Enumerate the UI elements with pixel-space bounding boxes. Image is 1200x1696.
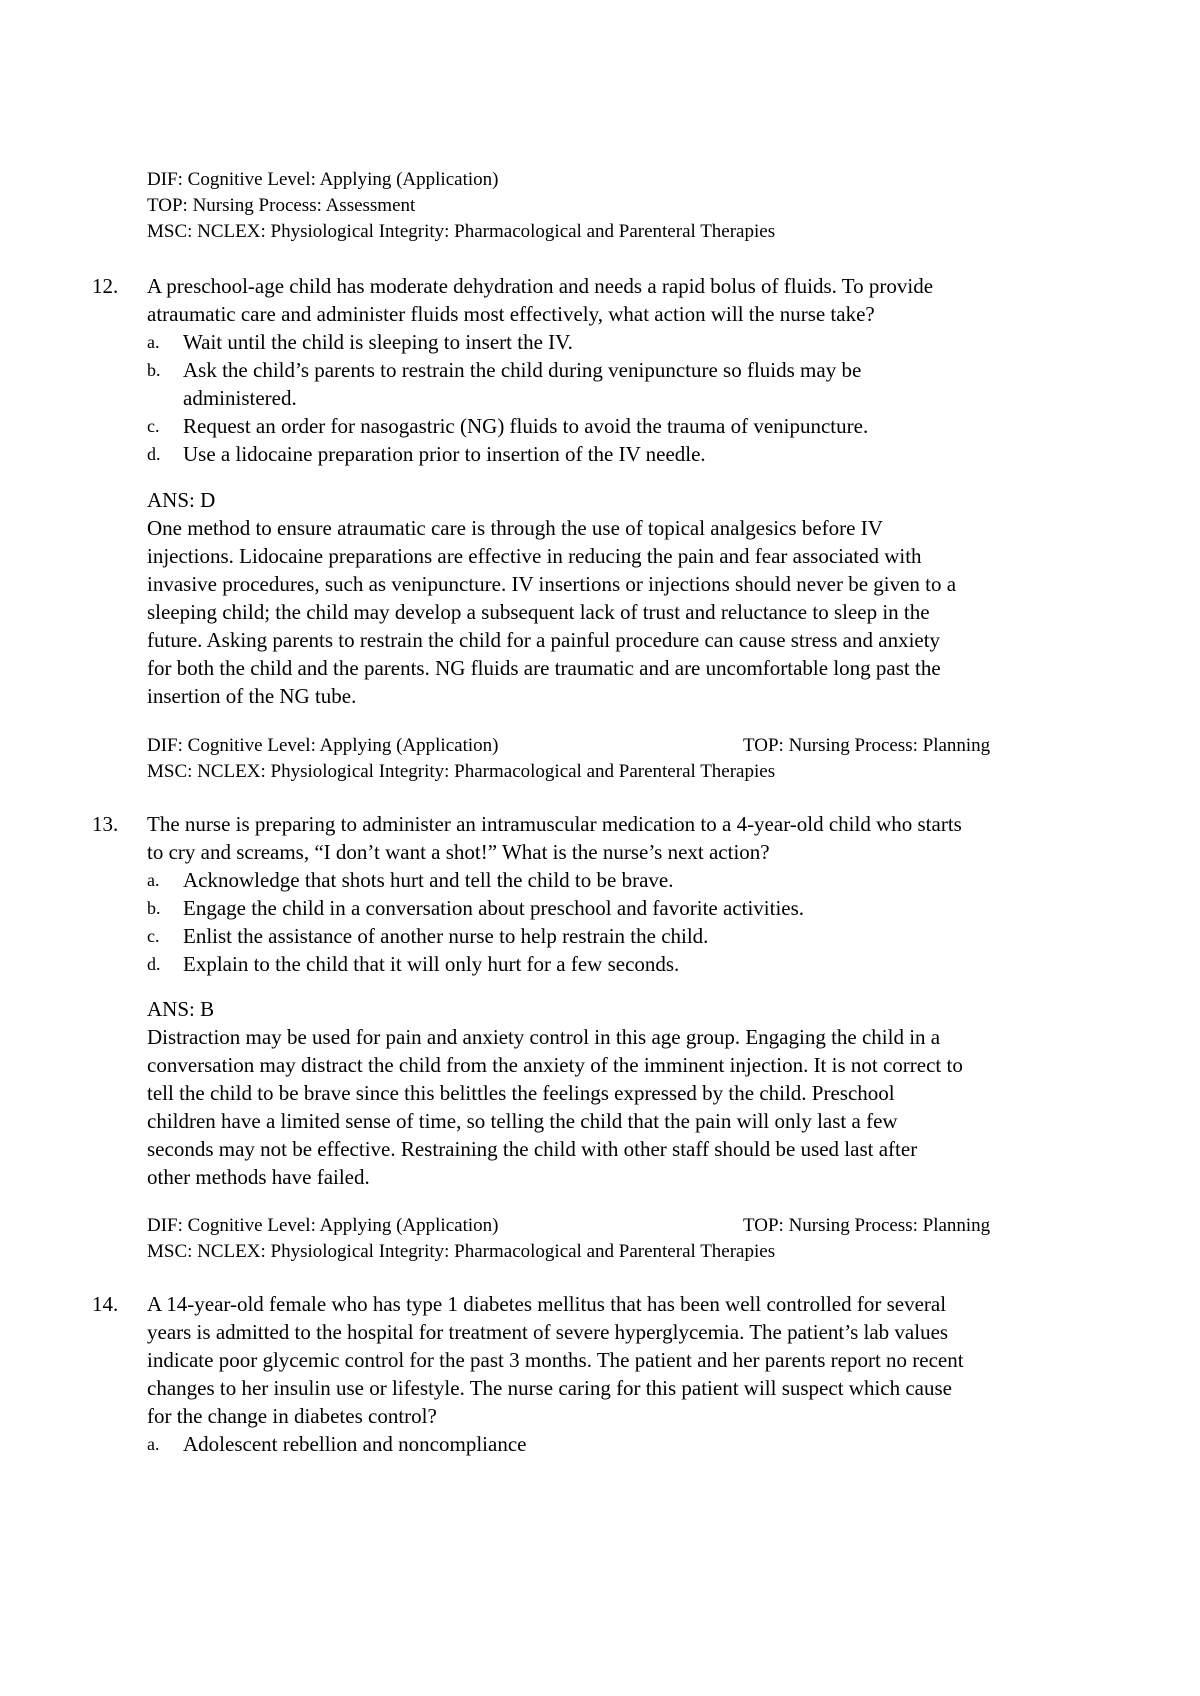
dif-top-row [147, 1213, 1107, 1239]
question-number: 13. [92, 812, 119, 836]
option-text: Explain to the child that it will only hurt for a few seconds. [183, 952, 680, 976]
option-letter: d. [147, 954, 161, 974]
option-letter: a. [147, 332, 160, 352]
answer-block [147, 995, 1097, 1191]
question-number: 14. [92, 1292, 119, 1316]
top-line: TOP: Nursing Process: Assessment [147, 195, 416, 216]
stem-line: for the change in diabetes control? [147, 1404, 437, 1428]
stem-line: to cry and screams, “I don’t want a shot!” What is the nurse’s next action? [147, 840, 770, 864]
option-letter: d. [147, 444, 161, 464]
question-number: 12. [92, 274, 119, 298]
dif-top-row [147, 733, 1107, 759]
option-letter: b. [147, 898, 161, 918]
stem-line: atraumatic care and administer fluids most effectively, what action will the nurse take? [147, 302, 875, 326]
option-a [147, 1430, 1097, 1458]
question-stem [147, 1290, 1097, 1458]
question-meta [147, 733, 1107, 785]
header-meta [147, 167, 1107, 245]
rationale-line: tell the child to be brave since this belittles the feelings expressed by the child. Preschool [147, 1081, 895, 1105]
dif-line: DIF: Cognitive Level: Applying (Application) [147, 1215, 499, 1236]
rationale-line: invasive procedures, such as venipuncture. IV insertions or injections should never be given to a [147, 572, 957, 596]
stem-line: indicate poor glycemic control for the past 3 months. The patient and her parents report no recent [147, 1348, 964, 1372]
rationale-line: seconds may not be effective. Restraining the child with other staff should be used last after [147, 1137, 918, 1161]
option-d [147, 440, 1097, 468]
rationale-line: other methods have failed. [147, 1165, 370, 1189]
msc-line: MSC: NCLEX: Physiological Integrity: Pharmacological and Parenteral Therapies [147, 761, 776, 782]
option-text: Use a lidocaine preparation prior to insertion of the IV needle. [183, 442, 706, 466]
dif-line: DIF: Cognitive Level: Applying (Application) [147, 735, 499, 756]
option-letter: a. [147, 870, 160, 890]
option-letter: a. [147, 1434, 160, 1454]
question-stem [147, 810, 1097, 978]
option-letter: b. [147, 360, 161, 380]
option-letter: c. [147, 926, 160, 946]
rationale-line: sleeping child; the child may develop a subsequent lack of trust and reluctance to sleep in the [147, 600, 930, 624]
rationale-line: insertion of the NG tube. [147, 684, 357, 708]
stem-line: years is admitted to the hospital for treatment of severe hyperglycemia. The patient’s lab values [147, 1320, 949, 1344]
stem-line: A preschool-age child has moderate dehydration and needs a rapid bolus of fluids. To provide [147, 274, 934, 298]
option-letter: c. [147, 416, 160, 436]
option-text: Acknowledge that shots hurt and tell the child to be brave. [183, 868, 674, 892]
answer-key: ANS: D [147, 488, 216, 512]
rationale-line: conversation may distract the child from the anxiety of the imminent injection. It is not correct to [147, 1053, 963, 1077]
top-line: TOP: Nursing Process: Planning [743, 735, 991, 756]
option-a [147, 866, 1097, 894]
option-b [147, 356, 1097, 412]
msc-line: MSC: NCLEX: Physiological Integrity: Pharmacological and Parenteral Therapies [147, 1241, 776, 1262]
dif-line: DIF: Cognitive Level: Applying (Application) [147, 169, 499, 190]
rationale-line: children have a limited sense of time, so telling the child that the pain will only last a few [147, 1109, 898, 1133]
option-a [147, 328, 1097, 356]
rationale-line: future. Asking parents to restrain the child for a painful procedure can cause stress and anxiety [147, 628, 941, 652]
option-text: Wait until the child is sleeping to insert the IV. [183, 330, 573, 354]
question-meta [147, 1213, 1107, 1265]
answer-block [147, 486, 1097, 710]
top-line: TOP: Nursing Process: Planning [743, 1215, 991, 1236]
rationale-line: for both the child and the parents. NG fluids are traumatic and are uncomfortable long past the [147, 656, 941, 680]
option-text: Ask the child’s parents to restrain the child during venipuncture so fluids may be [183, 358, 862, 382]
rationale-line: Distraction may be used for pain and anxiety control in this age group. Engaging the child in a [147, 1025, 941, 1049]
option-c [147, 922, 1097, 950]
option-text: Engage the child in a conversation about preschool and favorite activities. [183, 896, 805, 920]
option-d [147, 950, 1097, 978]
stem-line: A 14-year-old female who has type 1 diabetes mellitus that has been well controlled for several [147, 1292, 947, 1316]
option-b [147, 894, 1097, 922]
stem-line: The nurse is preparing to administer an intramuscular medication to a 4-year-old child who starts [147, 812, 962, 836]
question-stem [147, 272, 1097, 468]
rationale-line: One method to ensure atraumatic care is through the use of topical analgesics before IV [147, 516, 883, 540]
option-text: Enlist the assistance of another nurse to help restrain the child. [183, 924, 709, 948]
rationale-line: injections. Lidocaine preparations are effective in reducing the pain and fear associated with [147, 544, 922, 568]
option-c [147, 412, 1097, 440]
option-text: Request an order for nasogastric (NG) fluids to avoid the trauma of venipuncture. [183, 414, 869, 438]
answer-key: ANS: B [147, 997, 215, 1021]
option-text: Adolescent rebellion and noncompliance [183, 1432, 527, 1456]
msc-line: MSC: NCLEX: Physiological Integrity: Pharmacological and Parenteral Therapies [147, 221, 776, 242]
stem-line: changes to her insulin use or lifestyle. The nurse caring for this patient will suspect which cause [147, 1376, 952, 1400]
option-text: administered. [183, 386, 297, 410]
